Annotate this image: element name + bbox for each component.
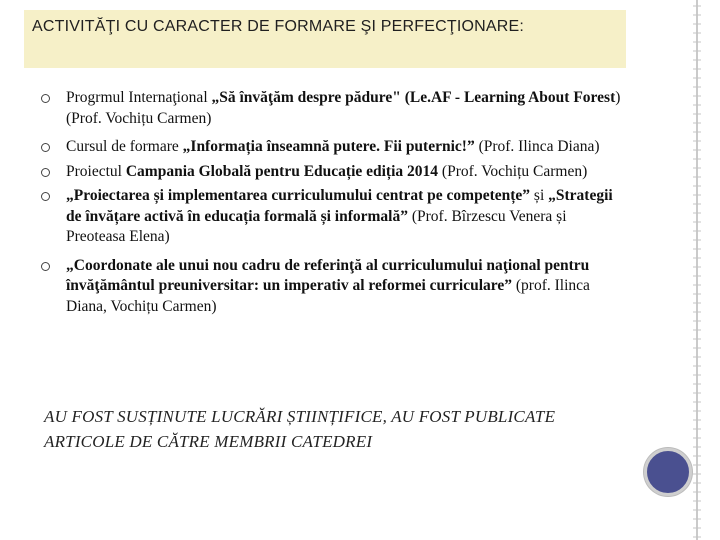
item-text: (prof. Ilinca Diana, Vochițu Carmen) — [66, 277, 590, 315]
item-text: (Prof. Ilinca Diana) — [474, 138, 600, 155]
bullet-circle-icon — [41, 262, 50, 271]
item-text: ) (Prof. Vochițu Carmen) — [66, 89, 621, 127]
item-text: Proiectul — [66, 162, 126, 180]
bullet-circle-icon — [41, 192, 50, 201]
activity-list — [40, 88, 625, 325]
emphasis-text: „Să învăţăm despre pădure" (Le.AF - Learning About Forest — [211, 89, 616, 106]
item-text: (Prof. Vochițu Carmen) — [438, 162, 588, 180]
emphasis-text: „Proiectarea și implementarea curriculumului centrat pe competențe” — [66, 187, 534, 204]
emphasis-text: „Strategii de învățare activă în educația formală și informală” — [66, 187, 613, 225]
item-text: Progrmul Internaţional — [66, 89, 212, 106]
right-decorative-rule — [688, 0, 706, 540]
list-item — [40, 162, 625, 183]
item-text: (Prof. Bîrzescu Venera și Preoteasa Elena) — [66, 207, 567, 245]
item-text: și — [533, 187, 549, 204]
emphasis-text: „Coordonate ale unui nou cadru de referinţă al curriculumului naţional pentru învăţământul preuniversitar: un imperativ al reformei curriculare” — [66, 256, 590, 294]
slide-title: ACTIVITĂŢI CU CARACTER DE FORMARE ŞI PERFECŢIONARE: — [32, 18, 525, 35]
emphasis-text: Campania Globală pentru Educație ediția 2014 — [125, 162, 439, 180]
decorative-circle — [644, 448, 692, 496]
list-item — [40, 137, 625, 158]
list-item — [40, 88, 625, 129]
footer-note: AU FOST SUSȚINUTE LUCRĂRI ȘTIINȚIFICE, AU FOST PUBLICATE ARTICOLE DE CĂTRE MEMBRII CATEDREI — [44, 407, 556, 451]
bullet-circle-icon — [41, 168, 50, 177]
list-item — [40, 256, 625, 318]
item-text: Cursul de formare — [66, 138, 183, 155]
list-item — [40, 186, 625, 248]
bullet-circle-icon — [41, 143, 50, 152]
emphasis-text: „Informația înseamnă putere. Fii puternic!” — [182, 138, 475, 155]
bullet-circle-icon — [41, 94, 50, 103]
